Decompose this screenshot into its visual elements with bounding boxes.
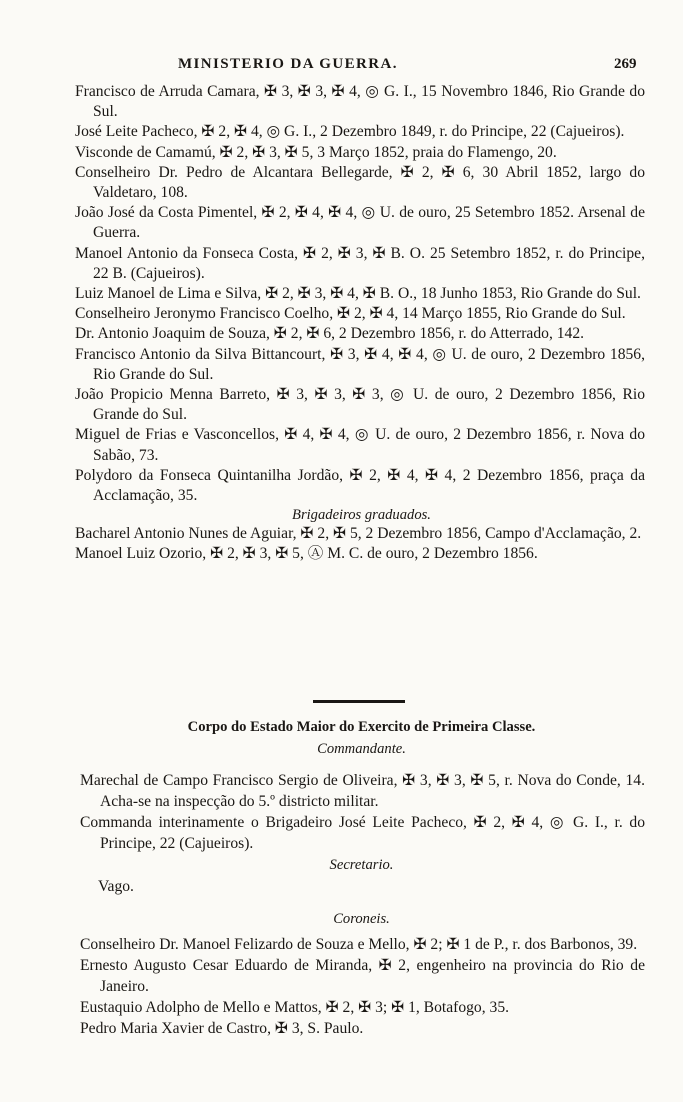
- subheading-coroneis: Coroneis.: [333, 911, 390, 927]
- generals-list: [0, 82, 683, 565]
- list-entry: Conselheiro Jeronymo Francisco Coelho, ✠ 2, ✠ 4, 14 Março 1855, Rio Grande do Sul.: [75, 305, 626, 323]
- list-entry: José Leite Pacheco, ✠ 2, ✠ 4, ◎ G. I., 2 Dezembro 1849, r. do Principe, 22 (Cajueiros).: [75, 123, 625, 141]
- list-entry: Ernesto Augusto Cesar Eduardo de Miranda, ✠ 2, engenheiro na provincia do Rio de Janeiro.: [80, 957, 645, 995]
- list-entry: Marechal de Campo Francisco Sergio de Oliveira, ✠ 3, ✠ 3, ✠ 5, r. Nova do Conde, 14. Acha-se na inspecção do 5.º districto militar.: [80, 772, 645, 810]
- list-entry: Conselheiro Dr. Pedro de Alcantara Bellegarde, ✠ 2, ✠ 6, 30 Abril 1852, largo do Valdetaro, 108.: [75, 163, 645, 202]
- list-entry: João José da Costa Pimentel, ✠ 2, ✠ 4, ✠ 4, ◎ U. de ouro, 25 Setembro 1852. Arsenal de Guerra.: [75, 204, 645, 242]
- section-divider: [313, 700, 405, 703]
- list-entry: Polydoro da Fonseca Quintanilha Jordão, ✠ 2, ✠ 4, ✠ 4, 2 Dezembro 1856, praça da Acclamação, 35.: [75, 466, 645, 505]
- page-number: 269: [614, 56, 637, 72]
- list-entry: Francisco de Arruda Camara, ✠ 3, ✠ 3, ✠ 4, ◎ G. I., 15 Novembro 1846, Rio Grande do Sul.: [75, 83, 645, 121]
- list-entry: Dr. Antonio Joaquim de Souza, ✠ 2, ✠ 6, 2 Dezembro 1856, r. do Atterrado, 142.: [75, 325, 585, 343]
- running-title: MINISTERIO DA GUERRA.: [178, 56, 398, 72]
- list-entry: Luiz Manoel de Lima e Silva, ✠ 2, ✠ 3, ✠ 4, ✠ B. O., 18 Junho 1853, Rio Grande do Sul.: [75, 285, 641, 303]
- section-title: Corpo do Estado Maior do Exercito de Primeira Classe.: [187, 719, 536, 735]
- list-entry: Conselheiro Dr. Manoel Felizardo de Souza e Mello, ✠ 2; ✠ 1 de P., r. dos Barbonos, 39.: [80, 936, 638, 953]
- list-entry: Pedro Maria Xavier de Castro, ✠ 3, S. Paulo.: [80, 1020, 364, 1037]
- subheading-commandante: Commandante.: [317, 741, 406, 757]
- list-entry: Manoel Antonio da Fonseca Costa, ✠ 2, ✠ 3, ✠ B. O. 25 Setembro 1852, r. do Principe, 22 B. (Cajueiros).: [75, 244, 645, 282]
- secretario-value: Vago.: [98, 878, 134, 895]
- list-entry: Bacharel Antonio Nunes de Aguiar, ✠ 2, ✠ 5, 2 Dezembro 1856, Campo d'Acclamação, 2.: [75, 525, 642, 543]
- list-entry: Visconde de Camamú, ✠ 2, ✠ 3, ✠ 5, 3 Março 1852, praia do Flamengo, 20.: [75, 143, 557, 161]
- estado-maior-section: [0, 716, 683, 1039]
- list-entry: Manoel Luiz Ozorio, ✠ 2, ✠ 3, ✠ 5, Ⓐ M. C. de ouro, 2 Dezembro 1856.: [75, 545, 538, 563]
- subheading-brigadeiros: Brigadeiros graduados.: [292, 507, 431, 524]
- list-entry: Eustaquio Adolpho de Mello e Mattos, ✠ 2, ✠ 3; ✠ 1, Botafogo, 35.: [80, 999, 510, 1016]
- list-entry: Miguel de Frias e Vasconcellos, ✠ 4, ✠ 4, ◎ U. de ouro, 2 Dezembro 1856, r. Nova do Sabão, 73.: [75, 426, 645, 464]
- list-entry: Commanda interinamente o Brigadeiro José Leite Pacheco, ✠ 2, ✠ 4, ◎ G. I., r. do Principe, 22 (Cajueiros).: [80, 814, 645, 852]
- subheading-secretario: Secretario.: [329, 857, 394, 873]
- list-entry: Francisco Antonio da Silva Bittancourt, ✠ 3, ✠ 4, ✠ 4, ◎ U. de ouro, 2 Dezembro 1856, Rio Grande do Sul.: [75, 345, 645, 383]
- page-header: [0, 56, 683, 80]
- list-entry: João Propicio Menna Barreto, ✠ 3, ✠ 3, ✠ 3, ◎ U. de ouro, 2 Dezembro 1856, Rio Grande do Sul.: [75, 386, 645, 424]
